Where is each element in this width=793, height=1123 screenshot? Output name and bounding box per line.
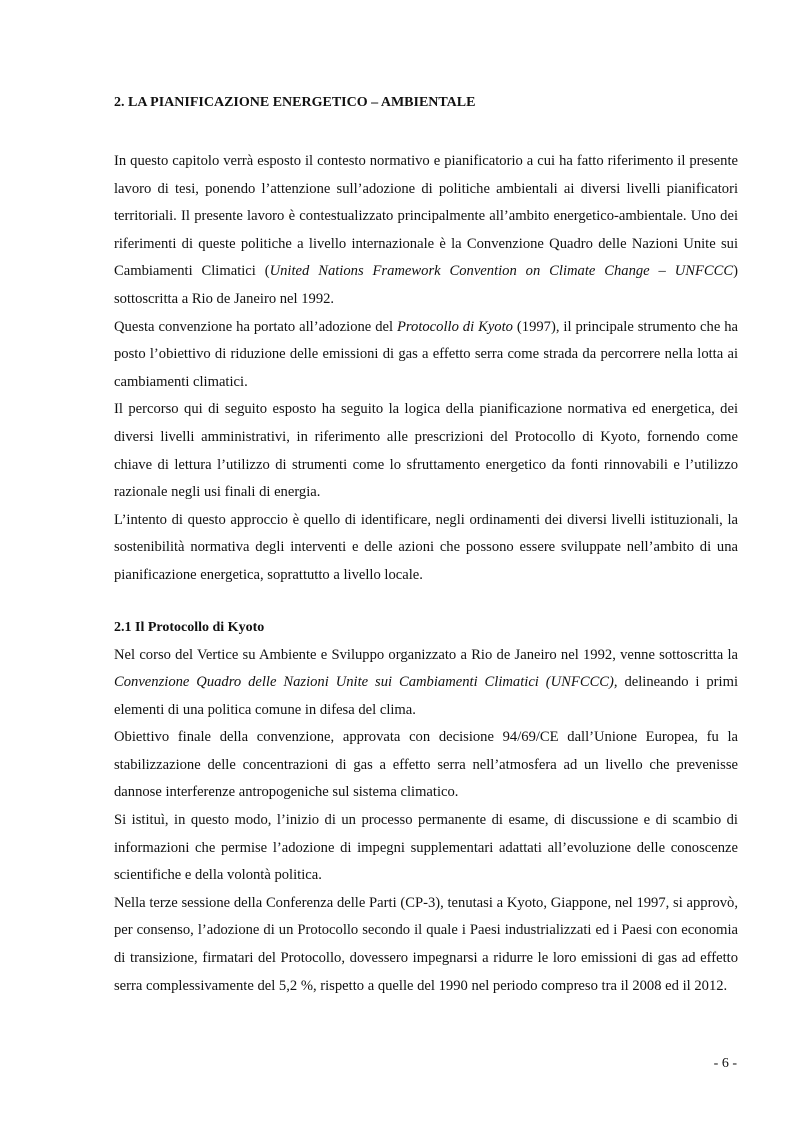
- chapter-title: 2. LA PIANIFICAZIONE ENERGETICO – AMBIENTALE: [114, 95, 476, 110]
- section-paragraph-1: [114, 642, 738, 725]
- section-paragraph-3: Si istituì, in questo modo, l’inizio di un processo permanente di esame, di discussione e di scambio di informazioni che permise l’adozione di impegni supplementari adattati all’evoluzione delle conoscenze scientifiche e della volontà politica.: [114, 812, 738, 884]
- section-paragraph-2: Obiettivo finale della convenzione, approvata con decisione 94/69/CE dall’Unione Europea, fu la stabilizzazione delle concentrazioni di gas a effetto serra nell’atmosfera ad un livello che prevenisse dannose interferenze antropogeniche sul sistema climatico.: [114, 729, 738, 801]
- text-run: , delineando i primi elementi di una politica comune in difesa del clima.: [114, 674, 739, 718]
- italic-run: United Nations Framework Convention on Climate Change – UNFCCC: [269, 263, 734, 280]
- text-run: In questo capitolo verrà esposto il contesto normativo e pianificatorio a cui ha fatto riferimento il presente lavoro di tesi, ponendo l’attenzione sull’adozione di politiche ambientali ai diversi livelli pianificatori territoriali. Il presente lavoro è contestualizzato principalmente all’ambito energetico-ambientale. Uno dei riferimenti di queste politiche a livello internazionale è la Convenzione Quadro delle Nazioni Unite sui Cambiamenti Climatici (: [114, 153, 738, 280]
- section-title: 2.1 Il Protocollo di Kyoto: [114, 619, 265, 635]
- italic-run: Convenzione Quadro delle Nazioni Unite sui Cambiamenti Climatici (UNFCCC): [114, 674, 614, 691]
- text-run: ) sottoscritta a Rio de Janeiro nel 1992.: [114, 263, 738, 307]
- text-run: (1997), il principale strumento che ha posto l’obiettivo di riduzione delle emissioni di gas a effetto serra come strada da percorrere nella lotta ai cambiamenti climatici.: [114, 318, 739, 390]
- intro-paragraph-1: [114, 148, 738, 314]
- page-body: [114, 92, 738, 1000]
- text-run: Nel corso del Vertice su Ambiente e Sviluppo organizzato a Rio de Janeiro nel 1992, venne sottoscritta la: [114, 646, 738, 663]
- intro-paragraph-3: Il percorso qui di seguito esposto ha seguito la logica della pianificazione normativa ed energetica, dei diversi livelli amministrativi, in riferimento alle prescrizioni del Protocollo di Kyoto, fornendo come chiave di lettura l’utilizzo di strumenti come lo sfruttamento energetico da fonti rinnovabili e l’utilizzo razionale negli usi finali di energia.: [114, 401, 738, 501]
- page-number: - 6 -: [713, 1056, 737, 1071]
- intro-paragraph-4: L’intento di questo approccio è quello di identificare, negli ordinamenti dei diversi livelli istituzionali, la sostenibilità normativa degli interventi e delle azioni che possono essere sviluppate nell’ambito di una pianificazione energetica, soprattutto a livello locale.: [114, 511, 738, 583]
- intro-paragraph-2: [114, 314, 738, 397]
- text-run: Questa convenzione ha portato all’adozione del: [114, 318, 397, 335]
- section-paragraph-4: Nella terze sessione della Conferenza delle Parti (CP-3), tenutasi a Kyoto, Giappone, nel 1997, si approvò, per consenso, l’adozione di un Protocollo secondo il quale i Paesi industrializzati ed i Paesi con economia di transizione, firmatari del Protocollo, dovessero impegnarsi a ridurre le loro emissioni di gas ad effetto serra complessivamente del 5,2 %, rispetto a quelle del 1990 nel periodo compreso tra il 2008 ed il 2012.: [114, 894, 738, 994]
- italic-run: Protocollo di Kyoto: [396, 318, 513, 335]
